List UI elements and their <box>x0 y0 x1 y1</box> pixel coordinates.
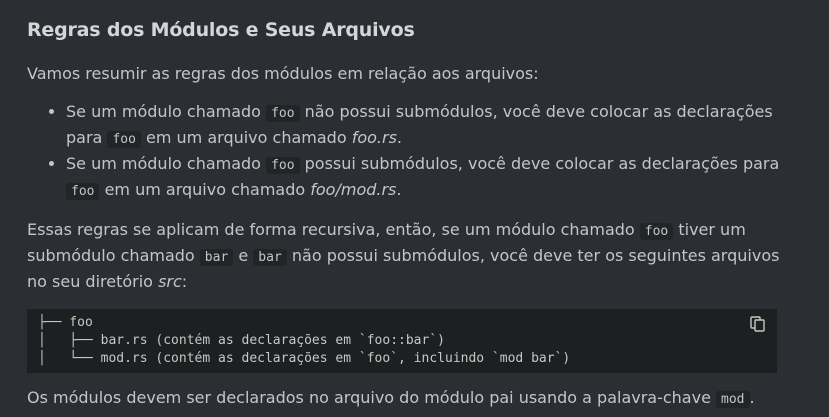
list-item: • Se um módulo chamado foo possui submódulos, você deve colocar as declarações para foo em um arquivo chamado foo/mod.rs. <box>66 152 802 204</box>
closing-paragraph: Os módulos devem ser declarados no arquivo do módulo pai usando a palavra-chave mod . <box>27 388 755 407</box>
inline-code: bar <box>253 249 286 266</box>
code-line: │ └── mod.rs (contém as declarações em `foo`, incluindo `mod bar`) <box>38 351 571 366</box>
file-name: foo/mod.rs <box>310 180 397 199</box>
file-name: foo.rs <box>351 128 397 147</box>
inline-code: foo <box>640 223 673 240</box>
inline-code: mod <box>716 391 749 408</box>
code-line: │ ├── bar.rs (contém as declarações em `foo::bar`) <box>38 333 445 348</box>
copy-icon[interactable] <box>749 315 767 333</box>
list-item: • Se um módulo chamado foo não possui submódulos, você deve colocar as declarações para foo em um arquivo chamado foo.rs. <box>66 100 802 152</box>
inline-code: bar <box>200 249 233 266</box>
section-heading: Regras dos Módulos e Seus Arquivos <box>27 19 415 41</box>
code-line: ├── foo <box>38 315 93 330</box>
inline-code: foo <box>266 157 299 174</box>
recursive-rules-paragraph: Essas regras se aplicam de forma recursiva, então, se um módulo chamado foo tiver um submódulo chamado bar e bar não possui submódulos, você deve ter os seguintes arquivos no seu diretório src: <box>27 220 780 291</box>
dir-name: src <box>158 272 182 291</box>
code-block <box>27 309 777 373</box>
inline-code: foo <box>266 105 299 122</box>
intro-paragraph: Vamos resumir as regras dos módulos em relação aos arquivos: <box>27 64 539 83</box>
rules-list <box>27 100 802 204</box>
inline-code: foo <box>66 183 99 200</box>
inline-code: foo <box>107 131 140 148</box>
